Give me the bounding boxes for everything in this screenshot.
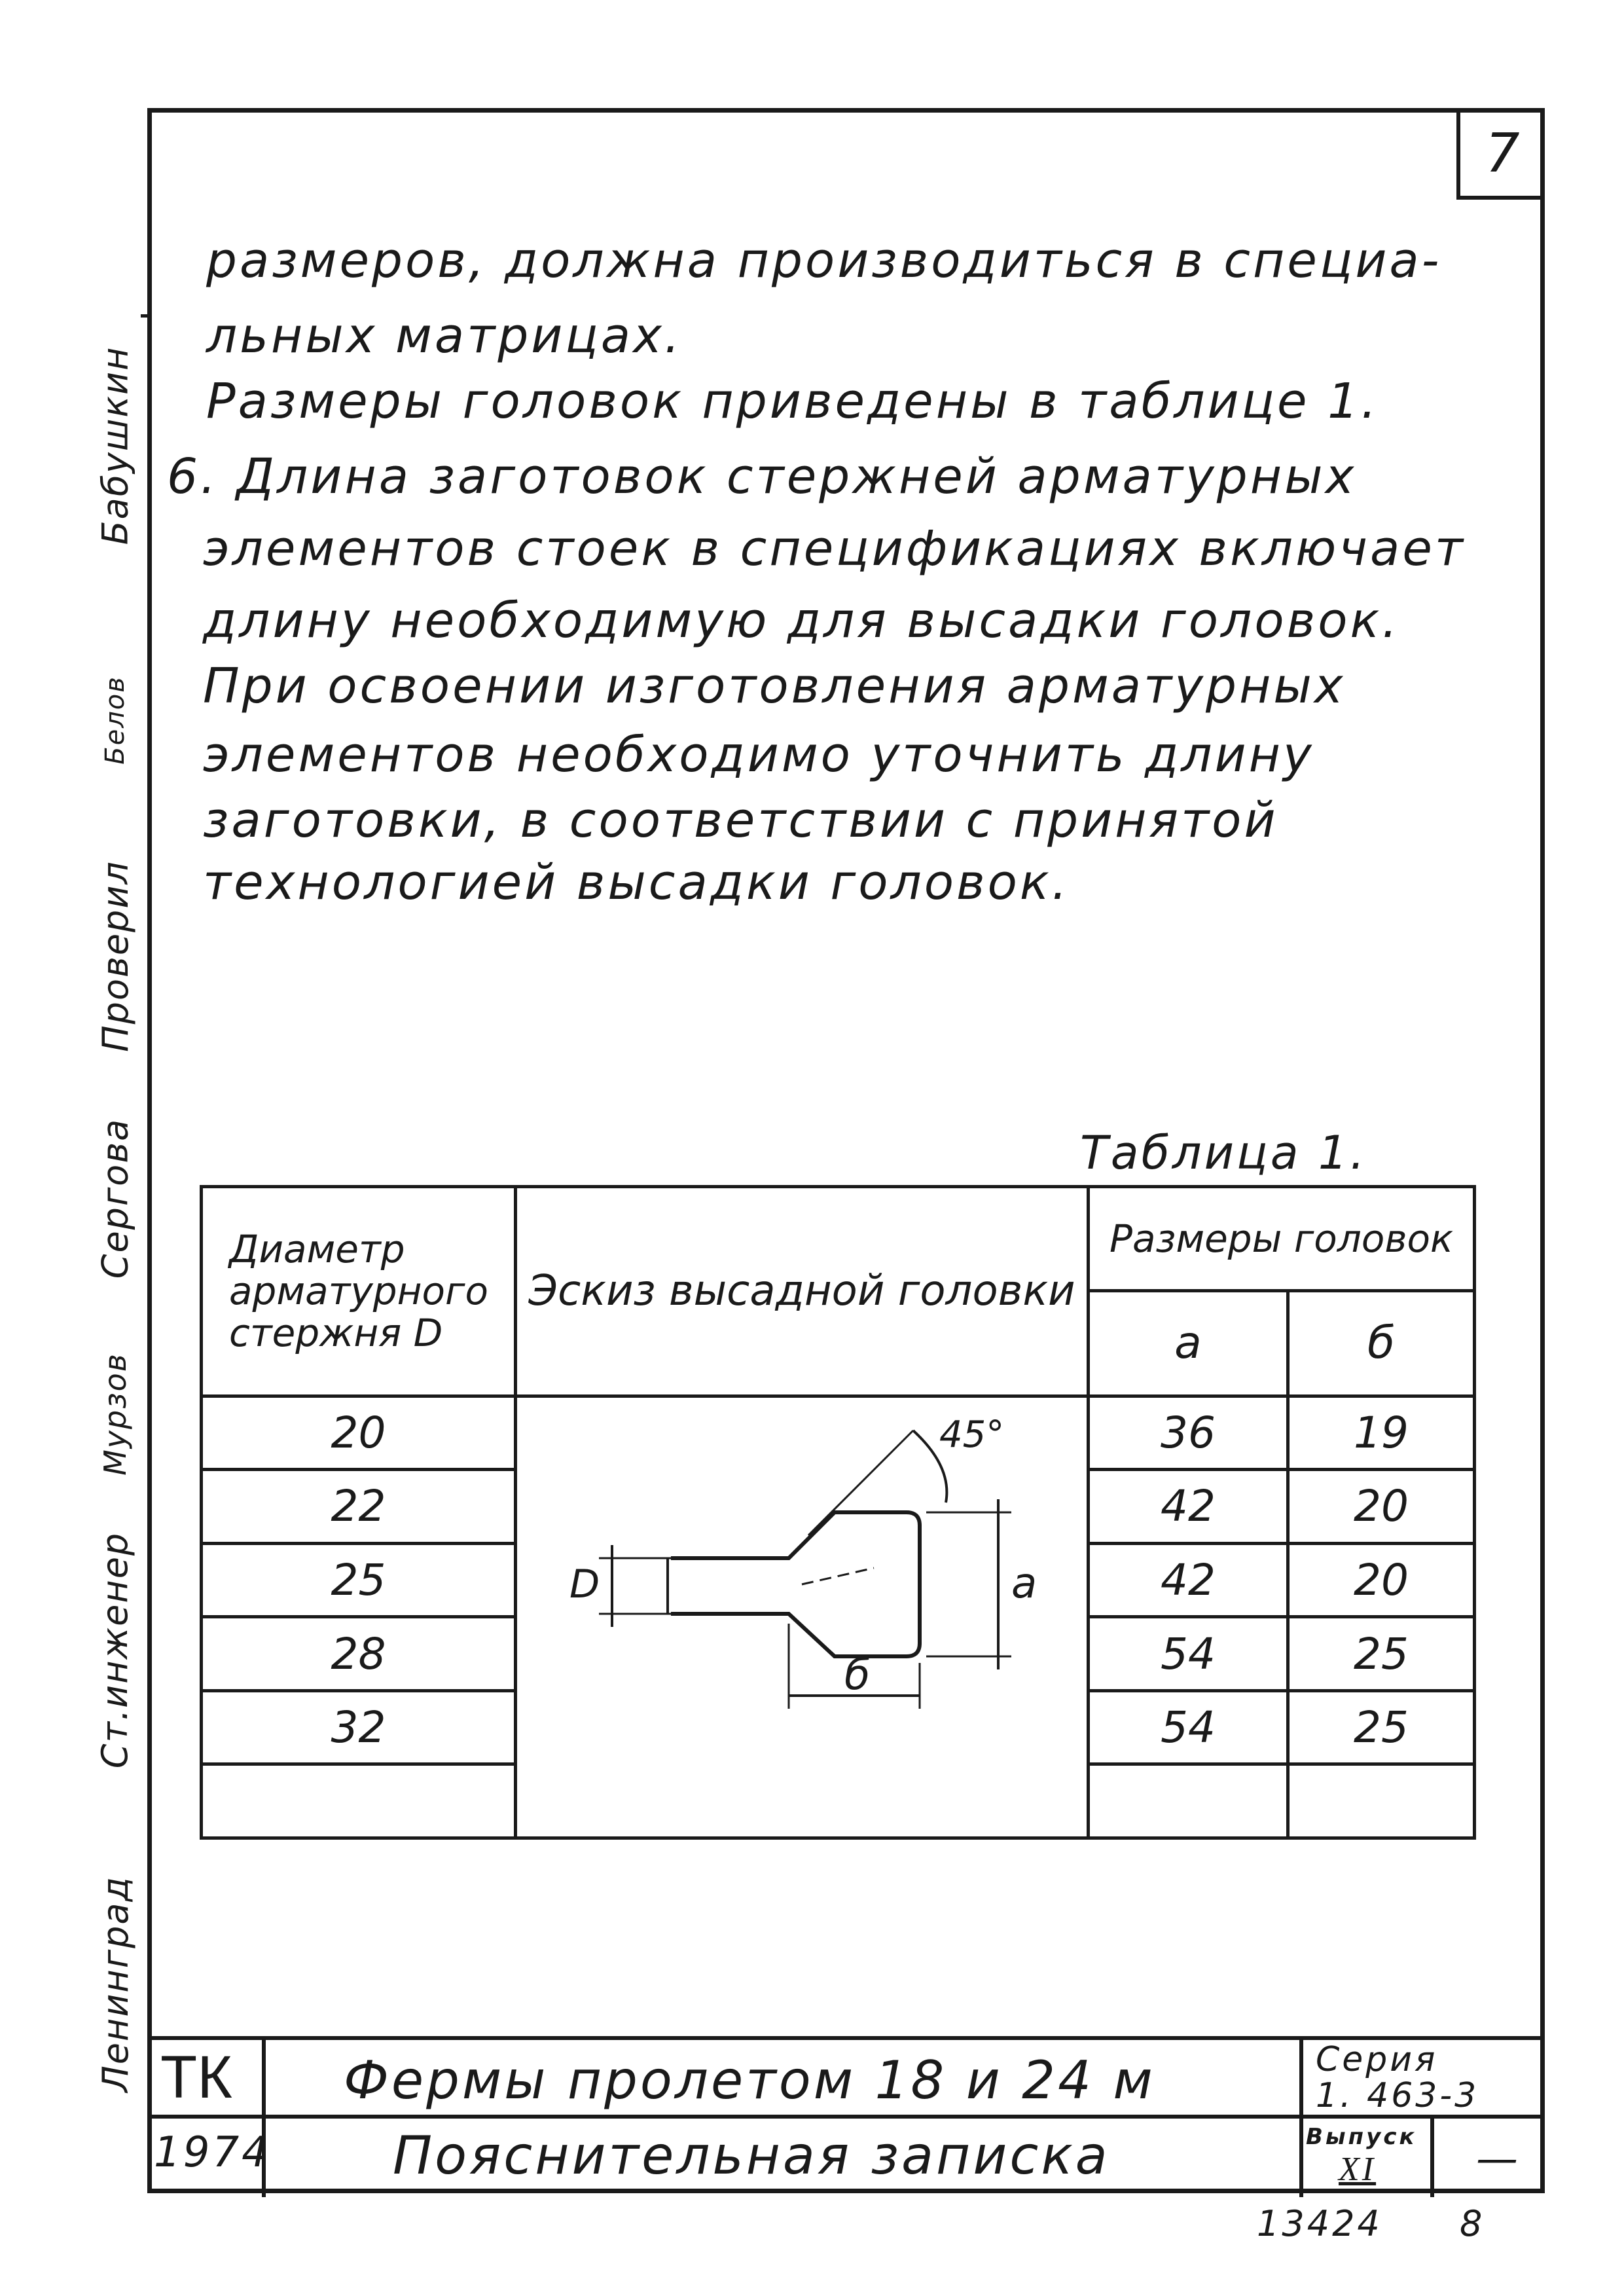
side-signature: Мурзов xyxy=(98,1353,134,1476)
cell-empty xyxy=(1089,1764,1288,1838)
series-label: Серия xyxy=(1316,2040,1438,2079)
cell-a: 42 xyxy=(1089,1470,1288,1544)
cell-b: 25 xyxy=(1288,1617,1475,1691)
issue-value: XI xyxy=(1339,2151,1377,2188)
issue-label: Выпуск xyxy=(1306,2124,1417,2150)
side-label-babushkin: Бабушкин xyxy=(94,346,136,545)
side-strip xyxy=(85,314,145,2147)
side-label-sergova: Сергова xyxy=(94,1118,136,1279)
cell-b: 20 xyxy=(1288,1470,1475,1544)
side-signature: Белов xyxy=(100,676,131,765)
side-divider xyxy=(141,314,147,318)
title-block xyxy=(147,2036,1545,2193)
cell-d: 32 xyxy=(202,1690,516,1764)
header-b: б xyxy=(1288,1290,1475,1396)
side-label-checked: Проверил xyxy=(94,860,136,1052)
cell-empty xyxy=(1288,1764,1475,1838)
sheet-title: Фермы пролетом 18 и 24 м xyxy=(344,2050,1155,2111)
body-line: заготовки, в соответствии с принятой xyxy=(203,792,1278,848)
angle-label: 45° xyxy=(939,1413,1005,1456)
cell-d: 28 xyxy=(202,1617,516,1691)
cell-b: 20 xyxy=(1288,1543,1475,1617)
d-label: D xyxy=(569,1561,600,1607)
sketch-cell xyxy=(516,1396,1089,1838)
side-label-engineer: Ст.инженер xyxy=(94,1531,136,1768)
header-diameter: Диаметр арматурного стержня D xyxy=(202,1187,516,1396)
archive-number: 13424 xyxy=(1257,2203,1382,2244)
body-line: длину необходимую для высадки головок. xyxy=(203,592,1400,649)
cell-b: 25 xyxy=(1288,1690,1475,1764)
series-value: 1. 463-3 xyxy=(1316,2076,1479,2115)
sheet-number: 8 xyxy=(1460,2203,1485,2244)
cell-d: 20 xyxy=(202,1396,516,1470)
body-line: размеров, должна производиться в специа- xyxy=(206,232,1442,289)
side-label-leningrad: Ленинград xyxy=(94,1875,136,2092)
header-a: а xyxy=(1089,1290,1288,1396)
b-label: б xyxy=(844,1650,871,1700)
year: 1974 xyxy=(154,2128,271,2177)
cell-a: 36 xyxy=(1089,1396,1288,1470)
cell-empty xyxy=(202,1764,516,1838)
body-line: При освоении изготовления арматурных xyxy=(203,658,1346,714)
body-line: элементов стоек в спецификациях включает xyxy=(203,520,1466,577)
header-sizes: Размеры головок xyxy=(1089,1187,1475,1291)
body-line: технологией высадки головок. xyxy=(203,854,1070,911)
sheet-mark: — xyxy=(1476,2135,1521,2183)
cell-a: 54 xyxy=(1089,1690,1288,1764)
sheet-subtitle: Пояснительная записка xyxy=(393,2125,1110,2186)
title-divider xyxy=(1430,2119,1434,2197)
title-divider xyxy=(1299,2040,1303,2197)
header-sketch: Эскиз высадной головки xyxy=(516,1187,1089,1396)
body-line: 6. Длина заготовок стержней арматурных xyxy=(167,448,1357,505)
body-line: элементов необходимо уточнить длину xyxy=(203,727,1314,783)
cell-a: 42 xyxy=(1089,1543,1288,1617)
cell-a: 54 xyxy=(1089,1617,1288,1691)
head-sketch xyxy=(520,1401,1083,1827)
table-caption: Таблица 1. xyxy=(1080,1126,1367,1180)
body-line: льных матрицах. xyxy=(206,308,683,364)
body-line: Размеры головок приведены в таблице 1. xyxy=(206,373,1379,429)
cell-d: 25 xyxy=(202,1543,516,1617)
org-mark: ТК xyxy=(160,2044,232,2111)
page-number: 7 xyxy=(1456,111,1545,200)
head-outline xyxy=(671,1512,920,1656)
dimensions-table xyxy=(200,1185,1476,1840)
cell-b: 19 xyxy=(1288,1396,1475,1470)
cell-d: 22 xyxy=(202,1470,516,1544)
a-label: а xyxy=(1011,1559,1038,1608)
